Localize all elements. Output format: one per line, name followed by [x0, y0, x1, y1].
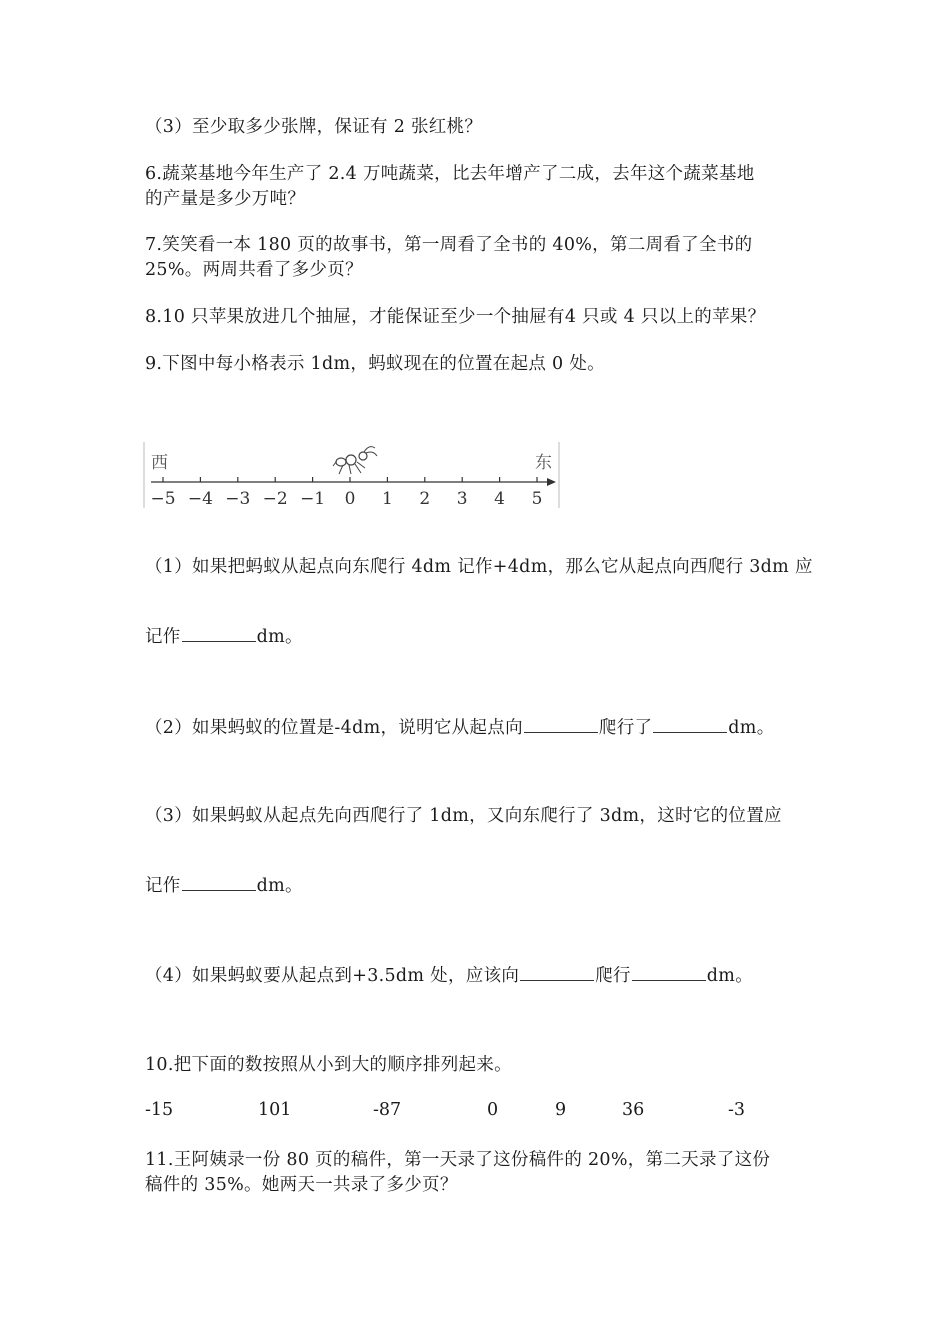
mid-text: 爬行了 — [598, 718, 653, 738]
number-item: 9 — [555, 1100, 567, 1120]
mid-text: 爬行 — [595, 966, 631, 986]
unit-text: dm。 — [256, 876, 303, 896]
unit-text: dm。 — [706, 966, 753, 986]
tick-label: −4 — [187, 489, 213, 509]
axis-arrow-icon — [547, 478, 556, 486]
tick-label: 1 — [381, 489, 393, 509]
number-item: -3 — [728, 1100, 746, 1120]
number-item: 36 — [622, 1100, 645, 1120]
question-8: 8.10 只苹果放进几个抽屉，才能保证至少一个抽屉有4 只或 4 只以上的苹果？ — [145, 307, 766, 327]
unit-text: dm。 — [256, 627, 303, 647]
tick-label: −1 — [300, 489, 326, 509]
distance-blank[interactable] — [632, 962, 706, 981]
question-11-line-1: 11.王阿姨录一份 80 页的稿件，第一天录了这份稿件的 20%，第二天录了这份 — [145, 1150, 771, 1170]
prefix-text: （2）如果蚂蚁的位置是-4dm，说明它从起点向 — [145, 718, 523, 738]
west-label: 西 — [151, 453, 168, 473]
question-9-3-line-2 — [145, 872, 303, 898]
answer-blank[interactable] — [182, 872, 256, 891]
question-7-line-2: 25%。两周共看了多少页？ — [145, 260, 363, 280]
number-list — [145, 1100, 845, 1124]
question-7-line-1: 7.笑笑看一本 180 页的故事书，第一周看了全书的 40%，第二周看了全书的 — [145, 235, 753, 255]
number-line-svg — [143, 440, 561, 510]
prefix-text: 记作 — [145, 627, 181, 647]
east-label: 东 — [535, 453, 552, 473]
prefix-text: （4）如果蚂蚁要从起点到+3.5dm 处，应该向 — [145, 966, 520, 986]
question-5-3: （3）至少取多少张牌，保证有 2 张红桃？ — [145, 117, 483, 137]
question-9-1-line-2 — [145, 623, 303, 649]
question-9-4 — [145, 962, 753, 988]
question-6-line-1: 6.蔬菜基地今年生产了 2.4 万吨蔬菜，比去年增产了二成，去年这个蔬菜基地 — [145, 164, 755, 184]
question-11-line-2: 稿件的 35%。她两天一共录了多少页？ — [145, 1175, 458, 1195]
number-item: 101 — [258, 1100, 292, 1120]
number-item: -15 — [145, 1100, 174, 1120]
tick-label: −2 — [262, 489, 288, 509]
distance-blank[interactable] — [653, 714, 727, 733]
question-6-line-2: 的产量是多少万吨？ — [145, 189, 306, 209]
tick-label: −3 — [225, 489, 251, 509]
number-item: 0 — [487, 1100, 499, 1120]
question-9-1-line-1: （1）如果把蚂蚁从起点向东爬行 4dm 记作+4dm，那么它从起点向西爬行 3dm 应 — [145, 557, 813, 577]
tick-label: 5 — [531, 489, 543, 509]
answer-blank[interactable] — [182, 623, 256, 642]
question-9-3-line-1: （3）如果蚂蚁从起点先向西爬行了 1dm，又向东爬行了 3dm，这时它的位置应 — [145, 806, 782, 826]
ant-icon — [333, 447, 377, 474]
prefix-text: 记作 — [145, 876, 181, 896]
number-line-figure — [143, 440, 561, 510]
tick-label: 0 — [344, 489, 356, 509]
tick-label: −5 — [150, 489, 176, 509]
direction-blank[interactable] — [520, 962, 594, 981]
question-9: 9.下图中每小格表示 1dm，蚂蚁现在的位置在起点 0 处。 — [145, 354, 605, 374]
tick-label: 4 — [494, 489, 506, 509]
question-9-2 — [145, 714, 775, 740]
tick-label: 3 — [456, 489, 468, 509]
question-10: 10.把下面的数按照从小到大的顺序排列起来。 — [145, 1055, 512, 1075]
unit-text: dm。 — [728, 718, 775, 738]
number-item: -87 — [373, 1100, 402, 1120]
direction-blank[interactable] — [524, 714, 598, 733]
tick-label: 2 — [419, 489, 431, 509]
